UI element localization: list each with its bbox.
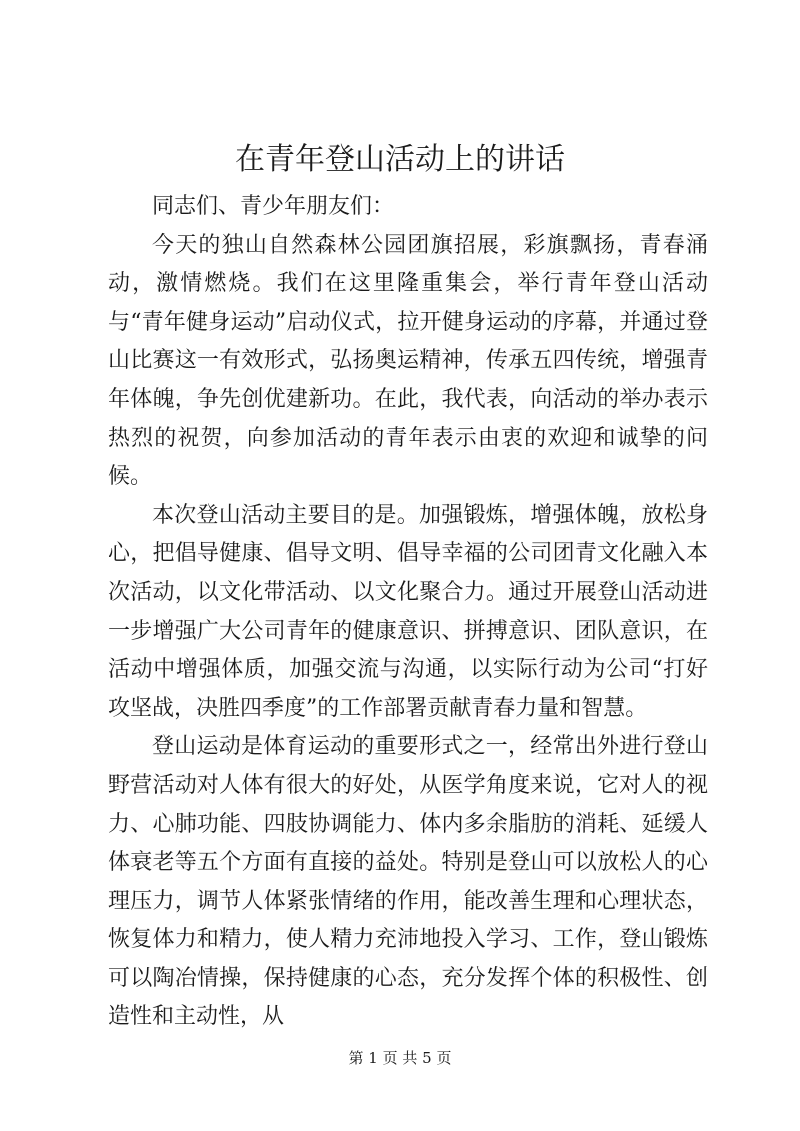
document-title: 在青年登山活动上的讲话 — [235, 142, 565, 177]
body-paragraph: 本次登山活动主要目的是。加强锻炼，增强体魄，放松身心，把倡导健康、倡导文明、倡导幸福的公司团青文化融入本次活动，以文化带活动、以文化聚合力。通过开展登山活动进一步增强广大公司青年的健康意识、拼搏意识、团队意识，在活动中增强体质，加强交流与沟通，以实际行动为公司“打好攻坚战，决胜四季度”的工作部署贡献青春力量和智慧。 — [108, 502, 708, 721]
greeting-paragraph: 同志们、青少年朋友们： — [152, 194, 395, 219]
body-paragraph: 今天的独山自然森林公园团旗招展，彩旗飘扬，青春涌动，激情燃烧。我们在这里隆重集会，举行青年登山活动与“青年健身运动”启动仪式，拉开健身运动的序幕，并通过登山比赛这一有效形式，弘扬奥运精神，传承五四传统，增强青年体魄，争先创优建新功。在此，我代表，向活动的举办表示热烈的祝贺，向参加活动的青年表示由衷的欢迎和诚挚的问候。 — [108, 232, 708, 490]
page-number-footer: 第 1 页 共 5 页 — [348, 1049, 452, 1067]
body-paragraph: 登山运动是体育运动的重要形式之一，经常出外进行登山野营活动对人体有很大的好处，从医学角度来说，它对人的视力、心肺功能、四肢协调能力、体内多余脂肪的消耗、延缓人体衰老等五个方面有直接的益处。特别是登山可以放松人的心理压力，调节人体紧张情绪的作用，能改善生理和心理状态，恢复体力和精力，使人精力充沛地投入学习、工作，登山锻炼可以陶冶情操，保持健康的心态，充分发挥个体的积极性、创造性和主动性，从 — [108, 734, 708, 1030]
document-body — [108, 188, 708, 1037]
